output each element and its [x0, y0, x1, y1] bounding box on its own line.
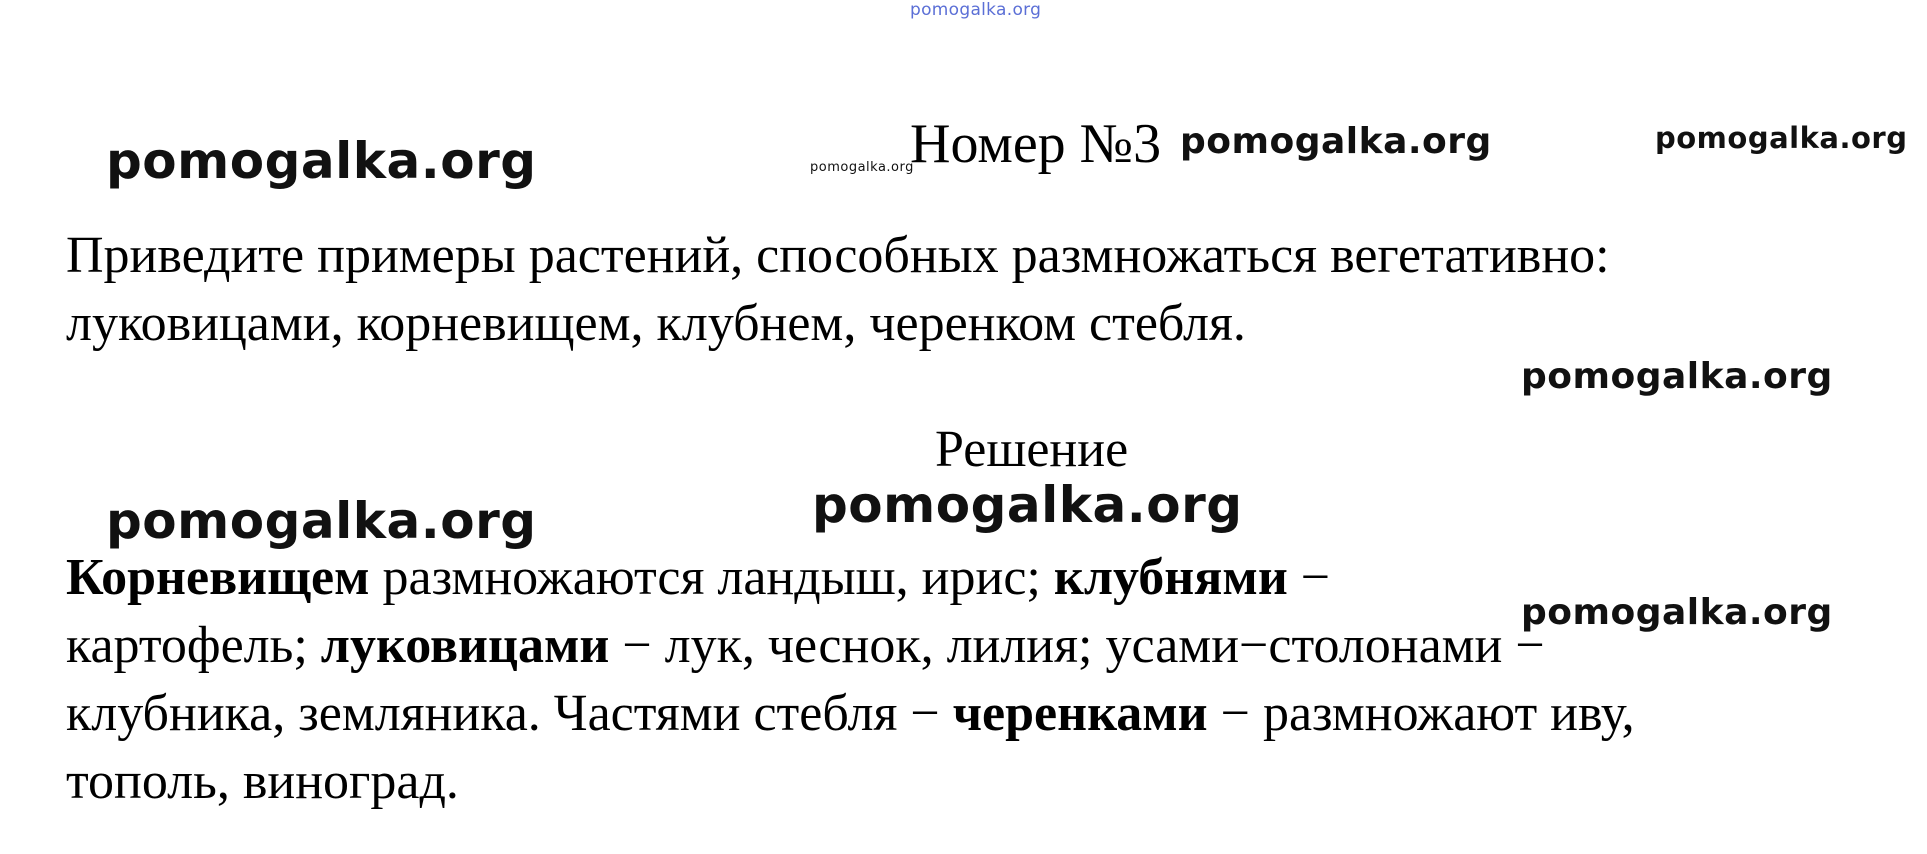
watermark-right-bottom: pomogalka.org	[1521, 592, 1833, 633]
answer-line-3	[66, 684, 1635, 743]
answer-text: клубника, земляника. Частями стебля −	[66, 685, 953, 742]
question-line-2: луковицами, корневищем, клубнем, черенком стебля.	[66, 295, 1246, 352]
question-line-1: Приведите примеры растений, способных размножаться вегетативно:	[66, 227, 1610, 284]
answer-bold-rhizome: Корневищем	[66, 549, 370, 606]
watermark-left-mid: pomogalka.org	[106, 492, 537, 550]
answer-line-1	[66, 548, 1330, 607]
answer-bold-tubers: клубнями	[1053, 549, 1288, 606]
answer-line-4	[66, 752, 459, 811]
watermark-center-mid: pomogalka.org	[812, 476, 1243, 534]
solution-heading: Решение	[935, 421, 1129, 478]
watermark-tiny: pomogalka.org	[810, 160, 914, 175]
watermark-top: pomogalka.org	[910, 0, 1042, 20]
watermark-right-mid: pomogalka.org	[1521, 356, 1833, 397]
answer-text: картофель;	[66, 617, 321, 674]
answer-text: −	[1287, 549, 1331, 606]
answer-text: тополь, виноград.	[66, 753, 459, 810]
answer-line-2	[66, 616, 1545, 675]
answer-bold-cuttings: черенками	[952, 685, 1208, 742]
watermark-left-top: pomogalka.org	[106, 132, 537, 190]
watermark-after-title: pomogalka.org	[1180, 121, 1492, 162]
answer-text: − размножают иву,	[1207, 685, 1635, 742]
answer-text: − лук, чеснок, лилия; усами−столонами −	[609, 617, 1545, 674]
page-title: Номер №3	[910, 113, 1162, 175]
watermark-right-top: pomogalka.org	[1655, 121, 1908, 155]
answer-text: размножаются ландыш, ирис;	[369, 549, 1054, 606]
answer-bold-bulbs: луковицами	[320, 617, 610, 674]
